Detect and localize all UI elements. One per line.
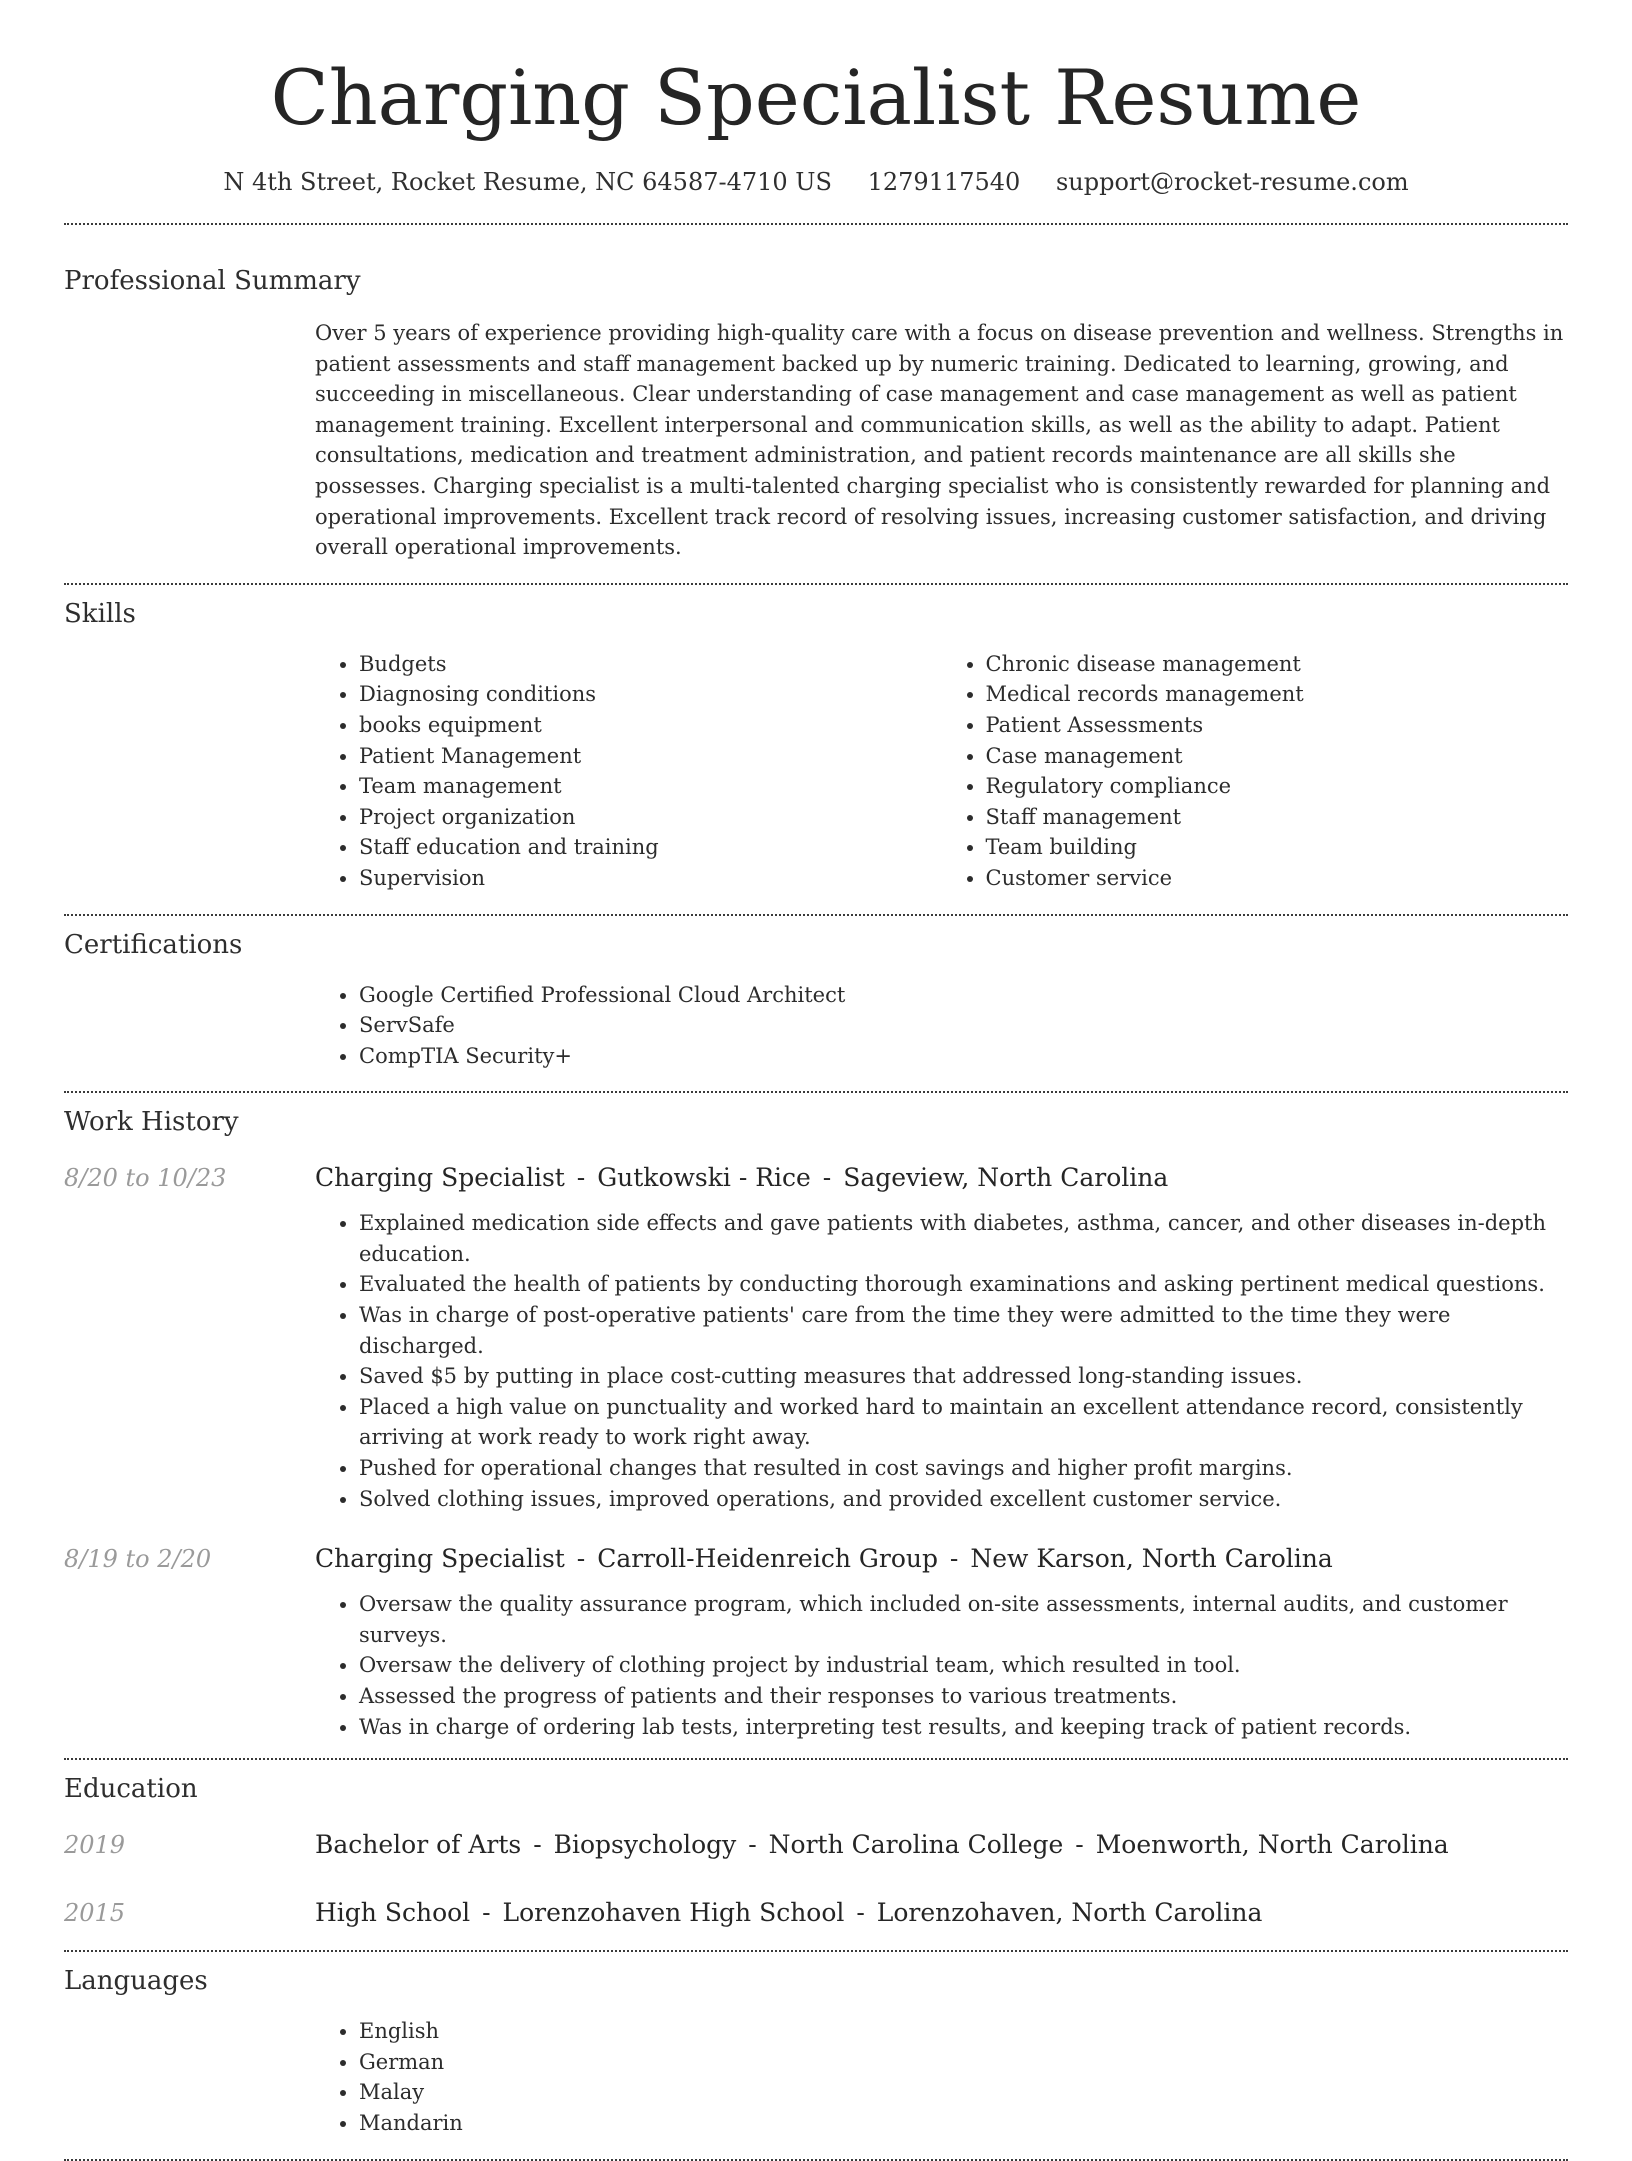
education-field: Biopsychology <box>553 1830 737 1860</box>
section-heading-skills: Skills <box>64 598 136 629</box>
job-date: 8/19 to 2/20 <box>64 1545 212 1574</box>
job-header <box>64 1161 1568 1195</box>
contact-address: N 4th Street, Rocket Resume, NC 64587-4710 US <box>223 168 832 196</box>
job-title: Charging Specialist <box>315 1544 565 1574</box>
skill-item: • Case management <box>986 741 1569 772</box>
education-school: Lorenzohaven High School <box>502 1898 845 1928</box>
skill-item: • Customer service <box>986 863 1569 894</box>
job-header <box>64 1542 1568 1576</box>
language-item: • English <box>359 2016 1568 2047</box>
certification-item: • ServSafe <box>359 1010 1568 1041</box>
language-item: • Mandarin <box>359 2108 1568 2139</box>
job-bullet: • Oversaw the delivery of clothing project by industrial team, which resulted in tool. <box>359 1650 1568 1681</box>
section-heading-education: Education <box>64 1774 198 1805</box>
skill-item: • Team building <box>986 832 1569 863</box>
resume-page <box>64 0 1568 2161</box>
contact-line <box>64 166 1568 198</box>
language-item: • German <box>359 2047 1568 2078</box>
job-location: Sageview, North Carolina <box>843 1163 1169 1193</box>
skill-item: • Patient Management <box>359 741 942 772</box>
certifications-list <box>315 980 1568 1072</box>
job-location: New Karson, North Carolina <box>970 1544 1333 1574</box>
education-entry <box>64 1828 1568 1862</box>
skills-section <box>64 585 1568 894</box>
language-item: • Malay <box>359 2077 1568 2108</box>
education-degree: High School <box>315 1898 471 1928</box>
job-date: 8/20 to 10/23 <box>64 1164 227 1193</box>
job-bullet: • Solved clothing issues, improved operations, and provided excellent customer service. <box>359 1484 1568 1515</box>
education-section <box>64 1760 1568 1930</box>
section-heading-languages: Languages <box>64 1966 208 1997</box>
job-details <box>315 1208 1568 1514</box>
contact-email: support@rocket-resume.com <box>1055 168 1409 196</box>
job-bullet: • Was in charge of ordering lab tests, interpreting test results, and keeping track of patient records. <box>359 1712 1568 1743</box>
education-location: Moenworth, North Carolina <box>1095 1830 1449 1860</box>
summary-text: Over 5 years of experience providing high-quality care with a focus on disease prevention and wellness. Strengths in patient assessments and staff management backed up by numeric training. Dedicated to learning, growing, and succeeding in miscellaneous. Clear understanding of case management and case management as well as patient management training. Excellent interpersonal and communication skills, as well as the ability to adapt. Patient consultations, medication and treatment administration, and patient records maintenance are all skills she possesses. Charging specialist is a multi-talented charging specialist who is consistently rewarded for planning and operational improvements. Excellent track record of resolving issues, increasing customer satisfaction, and driving overall operational improvements. <box>315 321 1564 560</box>
languages-body <box>315 2016 1568 2138</box>
summary-section <box>64 225 1568 563</box>
job-bullet: • Pushed for operational changes that resulted in cost savings and higher profit margins. <box>359 1453 1568 1484</box>
job-details <box>315 1589 1568 1742</box>
education-entry <box>64 1896 1568 1930</box>
skill-item: • Regulatory compliance <box>986 771 1569 802</box>
education-year: 2015 <box>64 1899 126 1928</box>
work-section <box>64 1093 1568 1742</box>
job-bullets <box>315 1208 1568 1514</box>
education-location: Lorenzohaven, North Carolina <box>876 1898 1263 1928</box>
job-title: Charging Specialist <box>315 1163 565 1193</box>
contact-phone: 1279117540 <box>867 168 1021 196</box>
job-bullet: • Assessed the progress of patients and their responses to various treatments. <box>359 1681 1568 1712</box>
job-bullet: • Oversaw the quality assurance program, which included on-site assessments, internal audits, and customer surveys. <box>359 1589 1568 1650</box>
job-bullet: • Evaluated the health of patients by conducting thorough examinations and asking pertinent medical questions. <box>359 1269 1568 1300</box>
certifications-body <box>315 980 1568 1072</box>
job-heading: Charging Specialist - Carroll-Heidenreich Group - New Karson, North Carolina <box>315 1544 1333 1574</box>
job-bullet: • Explained medication side effects and gave patients with diabetes, asthma, cancer, and other diseases in-depth education. <box>359 1208 1568 1269</box>
job-bullets <box>315 1589 1568 1742</box>
skill-item: • Supervision <box>359 863 942 894</box>
job-bullet: • Was in charge of post-operative patients' care from the time they were admitted to the time they were discharged. <box>359 1300 1568 1361</box>
skill-item: • Budgets <box>359 649 942 680</box>
divider <box>64 2159 1568 2161</box>
certifications-section <box>64 916 1568 1072</box>
languages-section <box>64 1952 1568 2138</box>
skill-item: • Staff education and training <box>359 832 942 863</box>
section-heading-summary: Professional Summary <box>64 266 361 296</box>
skills-list-left <box>315 649 942 894</box>
certification-item: • Google Certified Professional Cloud Architect <box>359 980 1568 1011</box>
skill-item: • Diagnosing conditions <box>359 679 942 710</box>
resume-title: Charging Specialist Resume <box>270 53 1362 142</box>
education-heading: Bachelor of Arts - Biopsychology - North Carolina College - Moenworth, North Carolina <box>315 1830 1449 1860</box>
job-company: Gutkowski - Rice <box>597 1163 811 1193</box>
education-heading: High School - Lorenzohaven High School - Lorenzohaven, North Carolina <box>315 1898 1263 1928</box>
education-year: 2019 <box>64 1831 126 1860</box>
skill-item: • Medical records management <box>986 679 1569 710</box>
job-company: Carroll-Heidenreich Group <box>597 1544 938 1574</box>
skill-item: • books equipment <box>359 710 942 741</box>
section-heading-work: Work History <box>64 1107 239 1138</box>
job-bullet: • Saved $5 by putting in place cost-cutting measures that addressed long-standing issues. <box>359 1361 1568 1392</box>
summary-body <box>315 318 1568 563</box>
certification-item: • CompTIA Security+ <box>359 1041 1568 1072</box>
skill-item: • Patient Assessments <box>986 710 1569 741</box>
education-school: North Carolina College <box>768 1830 1064 1860</box>
skill-item: • Project organization <box>359 802 942 833</box>
languages-list <box>315 2016 1568 2138</box>
section-heading-certifications: Certifications <box>64 929 243 960</box>
skill-item: • Team management <box>359 771 942 802</box>
job-bullet: • Placed a high value on punctuality and worked hard to maintain an excellent attendance record, consistently arriving at work ready to work right away. <box>359 1392 1568 1453</box>
job-heading: Charging Specialist - Gutkowski - Rice - Sageview, North Carolina <box>315 1163 1169 1193</box>
skill-item: • Staff management <box>986 802 1569 833</box>
skill-item: • Chronic disease management <box>986 649 1569 680</box>
skills-list-right <box>942 649 1569 894</box>
education-degree: Bachelor of Arts <box>315 1830 522 1860</box>
job-entry <box>64 1542 1568 1742</box>
skills-grid <box>315 649 1568 894</box>
job-entry <box>64 1161 1568 1514</box>
